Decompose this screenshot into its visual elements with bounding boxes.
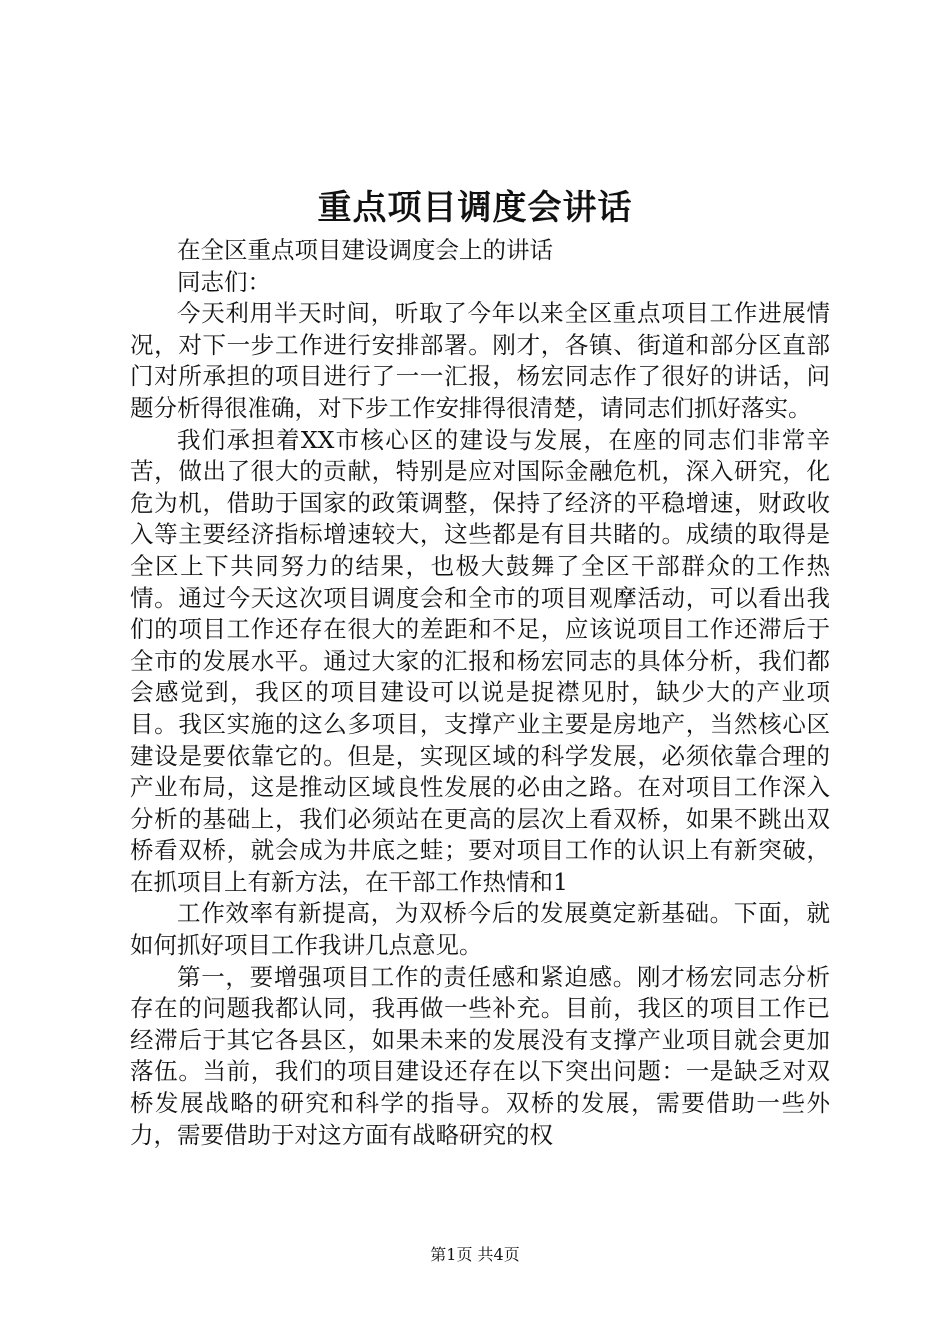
page-number-footer: 第1页 共4页 [430, 1245, 520, 1264]
body-paragraph: 我们承担着XX市核心区的建设与发展，在座的同志们非常辛苦，做出了很大的贡献，特别是应对国际金融危机，深入研究，化危为机，借助于国家的政策调整，保持了经济的平稳增速，财政收入等主要经济指标增速较大，这些都是有目共睹的。成绩的取得是全区上下共同努力的结果，也极大鼓舞了全区干部群众的工作热情。通过今天这次项目调度会和全市的项目观摩活动，可以看出我们的项目工作还存在很大的差距和不足，应该说项目工作还滞后于全市的发展水平。通过大家的汇报和杨宏同志的具体分析，我们都会感觉到，我区的项目建设可以说是捉襟见肘，缺少大的产业项目。我区实施的这么多项目，支撑产业主要是房地产，当然核心区建设是要依靠它的。但是，实现区域的科学发展，必须依靠合理的产业布局，这是推动区域良性发展的必由之路。在对项目工作深入分析的基础上，我们必须站在更高的层次上看双桥，如果不跳出双桥看双桥，就会成为井底之蛙；要对项目工作的认识上有新突破，在抓项目上有新方法，在干部工作热情和1 [130, 425, 830, 896]
body-paragraph: 第一，要增强项目工作的责任感和紧迫感。刚才杨宏同志分析存在的问题我都认同，我再做一些补充。目前，我区的项目工作已经滞后于其它各县区，如果未来的发展没有支撑产业项目就会更加落伍。当前，我们的项目建设还存在以下突出问题：一是缺乏对双桥发展战略的研究和科学的指导。双桥的发展，需要借助一些外力，需要借助于对这方面有战略研究的权 [130, 962, 830, 1149]
document-body [130, 235, 830, 1151]
document-title: 重点项目调度会讲话 [317, 188, 633, 228]
speech-subtitle: 在全区重点项目建设调度会上的讲话 [177, 236, 553, 264]
body-paragraph: 今天利用半天时间，听取了今年以来全区重点项目工作进展情况，对下一步工作进行安排部署。刚才，各镇、街道和部分区直部门对所承担的项目进行了一一汇报，杨宏同志作了很好的讲话，问题分析得很准确，对下步工作安排得很清楚，请同志们抓好落实。 [130, 299, 830, 422]
body-paragraph: 工作效率有新提高，为双桥今后的发展奠定新基础。下面，就如何抓好项目工作我讲几点意见。 [130, 899, 830, 960]
salutation: 同志们： [177, 267, 271, 296]
